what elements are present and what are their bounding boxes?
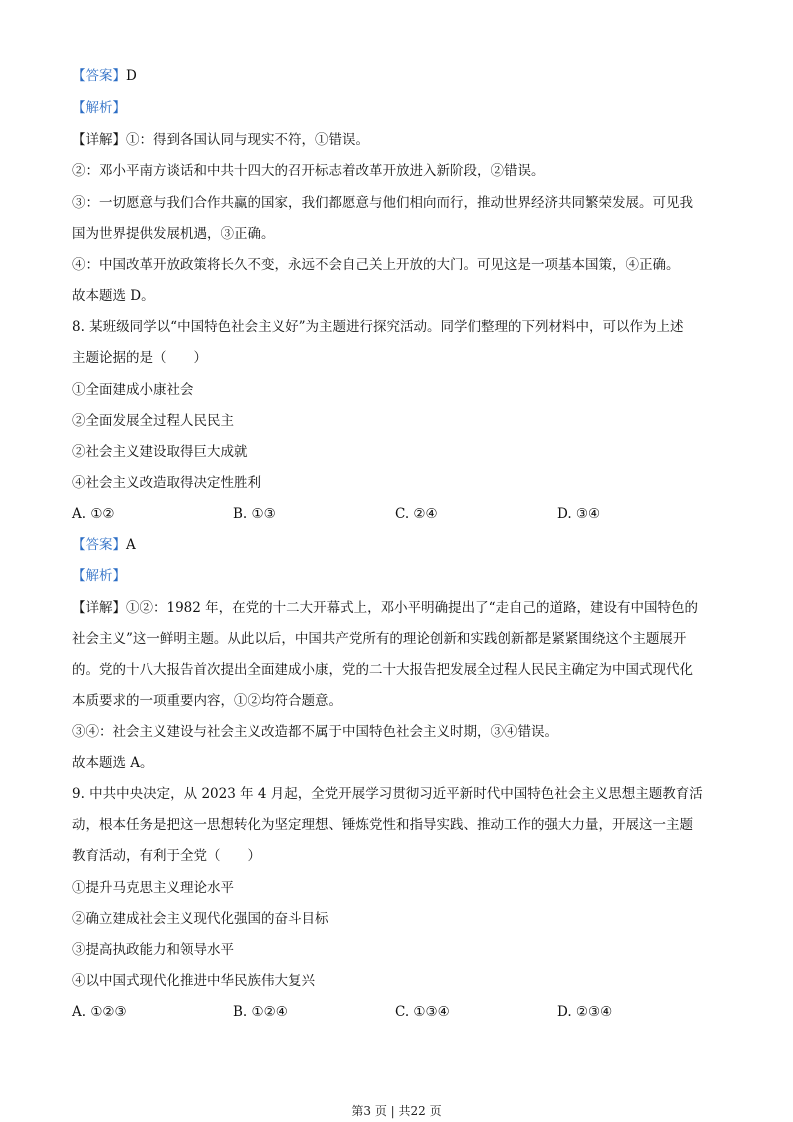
statement-item: ①全面建成小康社会 (72, 382, 194, 398)
detail-text: ①②：1982 年，在党的十二大开幕式上，邓小平明确提出了“走自己的道路，建设有中国特色的 (126, 600, 699, 616)
option-d: D. ②③④ (557, 1004, 613, 1020)
question-stem: 教育活动，有利于全党（ ） (72, 848, 261, 864)
detail-tag: 【详解】 (72, 600, 126, 616)
analysis-tag: 【解析】 (72, 100, 126, 116)
statement-item: ②全面发展全过程人民民主 (72, 413, 234, 429)
answer-tag: 【答案】 (72, 68, 126, 84)
analysis-line (72, 98, 733, 118)
option-b: B. ①②④ (233, 1004, 288, 1020)
detail-line: ③：一切愿意与我们合作共赢的国家，我们都愿意与他们相向而行，推动世界经济共同繁荣发展。可见我 (72, 195, 693, 211)
detail-line (72, 598, 733, 618)
question-stem: 动，根本任务是把这一思想转化为坚定理想、锤炼党性和指导实践、推动工作的强大力量，开展这一主题 (72, 817, 693, 833)
option-a: A. ①②③ (72, 1004, 127, 1020)
answer-tag: 【答案】 (72, 537, 126, 553)
detail-tag: 【详解】 (72, 132, 126, 148)
statement-item: ④社会主义改造取得决定性胜利 (72, 475, 261, 491)
option-a: A. ①② (72, 506, 115, 522)
statement-item: ②确立建成社会主义现代化强国的奋斗目标 (72, 911, 329, 927)
detail-line (72, 130, 733, 150)
option-c: C. ②④ (395, 506, 438, 522)
answer-value: D (126, 68, 137, 84)
conclusion-line: 故本题选 A。 (72, 755, 154, 771)
detail-line: 国为世界提供发展机遇，③正确。 (72, 226, 275, 242)
answer-line (72, 66, 733, 86)
statement-item: ②社会主义建设取得巨大成就 (72, 444, 248, 460)
option-c: C. ①③④ (395, 1004, 450, 1020)
analysis-tag: 【解析】 (72, 568, 126, 584)
option-d: D. ③④ (557, 506, 601, 522)
detail-line: 的。党的十八大报告首次提出全面建成小康，党的二十大报告把发展全过程人民民主确定为中国式现代化 (72, 662, 693, 678)
detail-line: ④：中国改革开放政策将长久不变，永远不会自己关上开放的大门。可见这是一项基本国策，④正确。 (72, 257, 680, 273)
statement-item: ①提升马克思主义理论水平 (72, 880, 234, 896)
statement-item: ③提高执政能力和领导水平 (72, 942, 234, 958)
page-footer: 第3 页 | 共22 页 (351, 1104, 442, 1118)
option-b: B. ①③ (233, 506, 276, 522)
detail-line: ③④：社会主义建设与社会主义改造都不属于中国特色社会主义时期，③④错误。 (72, 724, 558, 740)
answer-value: A (126, 537, 136, 553)
detail-text: ①：得到各国认同与现实不符，①错误。 (126, 132, 369, 148)
analysis-line (72, 566, 733, 586)
question-stem: 8. 某班级同学以“中国特色社会主义好”为主题进行探究活动。同学们整理的下列材料中，可以作为上述 (72, 319, 684, 335)
answer-line (72, 535, 733, 555)
question-stem: 主题论据的是（ ） (72, 350, 207, 366)
statement-item: ④以中国式现代化推进中华民族伟大复兴 (72, 973, 315, 989)
question-stem: 9. 中共中央决定，从 2023 年 4 月起，全党开展学习贯彻习近平新时代中国特色社会主义思想主题教育活 (72, 786, 703, 802)
detail-line: ②：邓小平南方谈话和中共十四大的召开标志着改革开放进入新阶段，②错误。 (72, 163, 545, 179)
detail-line: 社会主义”这一鲜明主题。从此以后，中国共产党所有的理论创新和实践创新都是紧紧围绕这个主题展开 (72, 631, 687, 647)
detail-line: 本质要求的一项重要内容，①②均符合题意。 (72, 693, 342, 709)
conclusion-line: 故本题选 D。 (72, 288, 155, 304)
